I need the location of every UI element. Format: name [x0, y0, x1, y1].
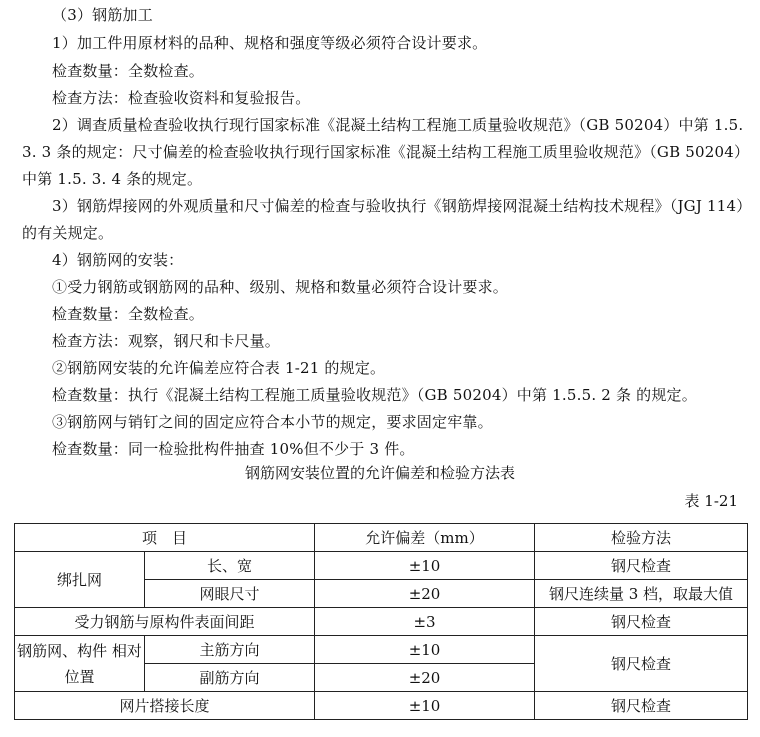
cell-secondary-direction: 副筋方向: [145, 664, 315, 692]
cell-bind-mesh: 绑扎网: [15, 552, 145, 608]
paragraph: 检查数量：同一检验批构件抽查 10%但不少于 3 件。: [52, 440, 415, 458]
header-item: 项 目: [15, 524, 315, 552]
cell-relative-position-method: 钢尺检查: [535, 636, 748, 692]
header-method: 检验方法: [535, 524, 748, 552]
paragraph: 检查方法：检查验收资料和复验报告。: [52, 89, 311, 107]
paragraph: 检查数量：全数检查。: [52, 305, 205, 323]
paragraph-continuation: 3. 3 条的规定：尺寸偏差的检查验收执行现行国家标准《混凝土结构工程施工质里验收规范》（GB 50204）: [22, 143, 750, 161]
table-caption: 钢筋网安装位置的允许偏差和检验方法表: [244, 464, 515, 482]
paragraph: 检查数量：执行《混凝土结构工程施工质量验收规范》（GB 50204）中第 1.5.5. 2 条 的规定。: [52, 386, 697, 404]
cell-main-direction: 主筋方向: [145, 636, 315, 664]
cell-mesh-size-method: 钢尺连续量 3 档，取最大值: [535, 580, 748, 608]
cell-surface-spacing-method: 钢尺检查: [535, 608, 748, 636]
cell-relative-position: 钢筋网、构件 相对位置: [15, 636, 145, 692]
header-tolerance: 允许偏差（mm）: [315, 524, 535, 552]
cell-length-width: 长、宽: [145, 552, 315, 580]
cell-main-direction-tol: ±10: [315, 636, 535, 664]
paragraph: ①受力钢筋或钢筋网的品种、级别、规格和数量必须符合设计要求。: [52, 278, 509, 296]
paragraph-continuation: 中第 1.5. 3. 4 条的规定。: [22, 170, 203, 188]
paragraph: 4）钢筋网的安装：: [52, 251, 184, 269]
table-row: [15, 608, 748, 636]
paragraph: 3）钢筋焊接网的外观质量和尺寸偏差的检查与验收执行《钢筋焊接网混凝土结构技术规程》（JGJ 114）: [52, 197, 752, 215]
cell-lap-length: 网片搭接长度: [15, 692, 315, 720]
paragraph: ③钢筋网与销钉之间的固定应符合本小节的规定，要求固定牢靠。: [52, 413, 493, 431]
cell-lap-length-method: 钢尺检查: [535, 692, 748, 720]
table-row: [15, 552, 748, 580]
table-row: [15, 636, 748, 664]
paragraph: 检查数量：全数检查。: [52, 62, 205, 80]
paragraph: 检查方法：观察，钢尺和卡尺量。: [52, 332, 281, 350]
table-number: 表 1-21: [684, 492, 738, 510]
cell-mesh-size: 网眼尺寸: [145, 580, 315, 608]
cell-length-width-tol: ±10: [315, 552, 535, 580]
paragraph-continuation: 的有关规定。: [22, 224, 114, 242]
cell-secondary-direction-tol: ±20: [315, 664, 535, 692]
table-header-row: [15, 524, 748, 552]
section-heading: （3）钢筋加工: [52, 6, 153, 24]
cell-mesh-size-tol: ±20: [315, 580, 535, 608]
cell-length-width-method: 钢尺检查: [535, 552, 748, 580]
paragraph: ②钢筋网安装的允许偏差应符合表 1-21 的规定。: [52, 359, 386, 377]
table-row: [15, 692, 748, 720]
cell-surface-spacing: 受力钢筋与原构件表面间距: [15, 608, 315, 636]
paragraph: 2）调查质量检查验收执行现行国家标准《混凝土结构工程施工质量验收规范》（GB 50204）中第 1.5.: [52, 116, 744, 134]
cell-lap-length-tol: ±10: [315, 692, 535, 720]
tolerance-table: [14, 523, 748, 720]
cell-surface-spacing-tol: ±3: [315, 608, 535, 636]
paragraph: 1）加工件用原材料的品种、规格和强度等级必须符合设计要求。: [52, 34, 488, 52]
